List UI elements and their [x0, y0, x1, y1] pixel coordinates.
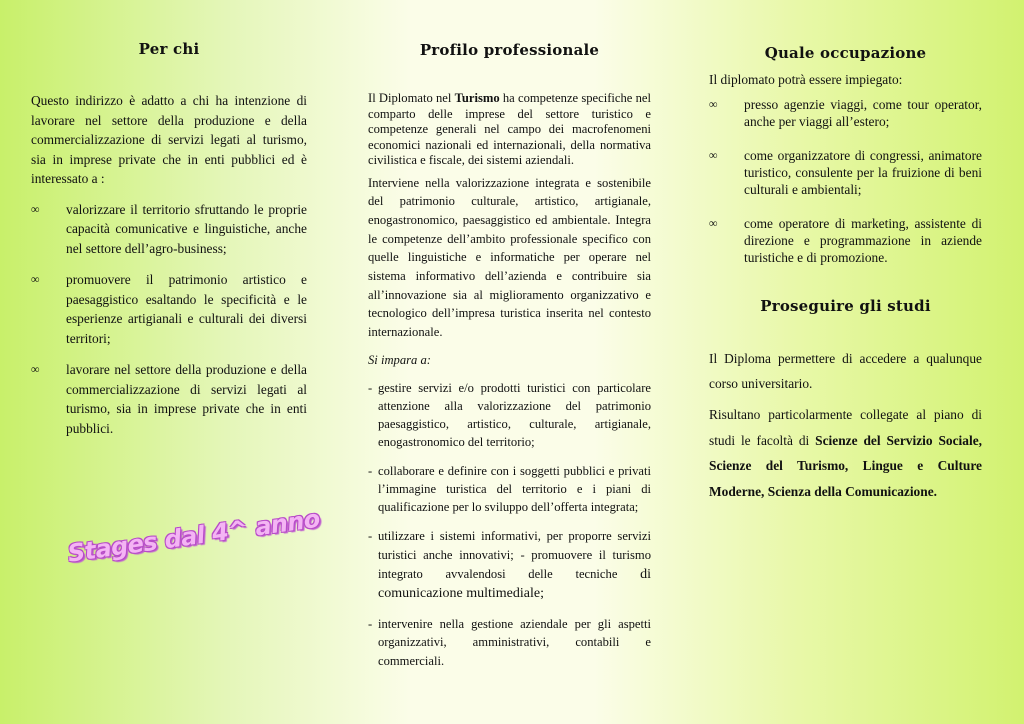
- heading-studi: Proseguire gli studi: [760, 297, 931, 315]
- learn-item: - collaborare e definire con i soggetti pubblici e privati l’immagine turistica del territorio e i piani di qualificazione per lo sviluppo dell’offerta integrata;: [368, 464, 651, 515]
- infinity-bullet-icon: ∞: [31, 201, 40, 216]
- role-paragraph: Interviene nella valorizzazione integrata e sostenibile del patrimonio culturale, artistico, artigianale, enogastronomico, paesaggistico ed ambientale. Integra le competenze dell’ambito professionale specifico con quelle linguistiche e informatiche per operare nel sistema informativo dell’azienda e contribuire sia all’innovazione sia al miglioramento organizzativo e tecnologico dell’impresa turistica inserita nel contesto internazionale.: [368, 175, 651, 340]
- infinity-bullet-icon: ∞: [709, 216, 718, 230]
- heading-profilo: Profilo professionale: [419, 41, 600, 59]
- stages-wordart: Stages dal 4^ anno: [66, 504, 322, 568]
- bullet-item: ∞ valorizzare il territorio sfruttando le proprie capacità comunicative e linguistiche, anche nel settore dell’agro-business;: [31, 201, 307, 256]
- bullet-item: ∞ promuovere il patrimonio artistico e paesaggistico esaltando le specificità e le esperienze artigianali e culturali dei diversi territori;: [31, 272, 307, 346]
- heading-per-chi: Per chi: [138, 40, 200, 58]
- infinity-bullet-icon: ∞: [709, 148, 718, 162]
- job-item: ∞ come operatore di marketing, assistente di direzione e programmazione in aziende turistiche e di promozione.: [709, 216, 982, 265]
- job-intro: Il diplomato potrà essere impiegato:: [709, 72, 903, 87]
- intro-paragraph: Questo indirizzo è adatto a chi ha intenzione di lavorare nel settore della produzione e della commercializzazione di servizi legati al turismo, sia in imprese private che in enti pubblici ed è interessato a :: [31, 93, 307, 186]
- faculties-paragraph: Risultano particolarmente collegate al piano di studi le facoltà di Scienze del Servizio Sociale, Scienze del Turismo, Lingue e Culture Moderne, Scienza della Comunicazione.: [709, 407, 982, 499]
- profile-paragraph: Il Diplomato nel Turismo ha competenze specifiche nel comparto delle imprese del settore turistico e competenze generali nel campo dei macrofenomeni economici nazionali ed internazionali, della normativa civilistica e fiscale, dei sistemi aziendali.: [368, 91, 651, 167]
- infinity-bullet-icon: ∞: [31, 272, 40, 286]
- learn-item: - gestire servizi e/o prodotti turistici con particolare attenzione alla valorizzazione del patrimonio paesaggistico, artistico, culturale, artigianale, enogastronomico del territorio;: [368, 380, 651, 450]
- infinity-bullet-icon: ∞: [31, 362, 40, 376]
- job-item: ∞ presso agenzie viaggi, come tour operator, anche per viaggi all’estero;: [709, 97, 982, 129]
- infinity-bullet-icon: ∞: [709, 97, 718, 111]
- heading-occupazione: Quale occupazione: [764, 44, 927, 62]
- learn-heading: Si impara a:: [368, 352, 431, 367]
- learn-item: - intervenire nella gestione aziendale per gli aspetti organizzativi, amministrativi, contabili e commerciali.: [368, 616, 651, 669]
- bullet-item: ∞ lavorare nel settore della produzione e della commercializzazione di servizi legati al turismo, sia in imprese private che in enti pubblici.: [31, 362, 307, 436]
- studies-paragraph: Il Diploma permettere di accedere a qualunque corso universitario.: [709, 351, 982, 391]
- learn-item: - utilizzare i sistemi informativi, per proporre servizi turistici anche innovativi; - promuovere il turismo integrato avvalendosi delle tecniche di comunicazione multimediale;: [368, 529, 651, 602]
- job-item: ∞ come organizzatore di congressi, animatore turistico, consulente per la fruizione di beni culturali e ambientali;: [709, 148, 982, 197]
